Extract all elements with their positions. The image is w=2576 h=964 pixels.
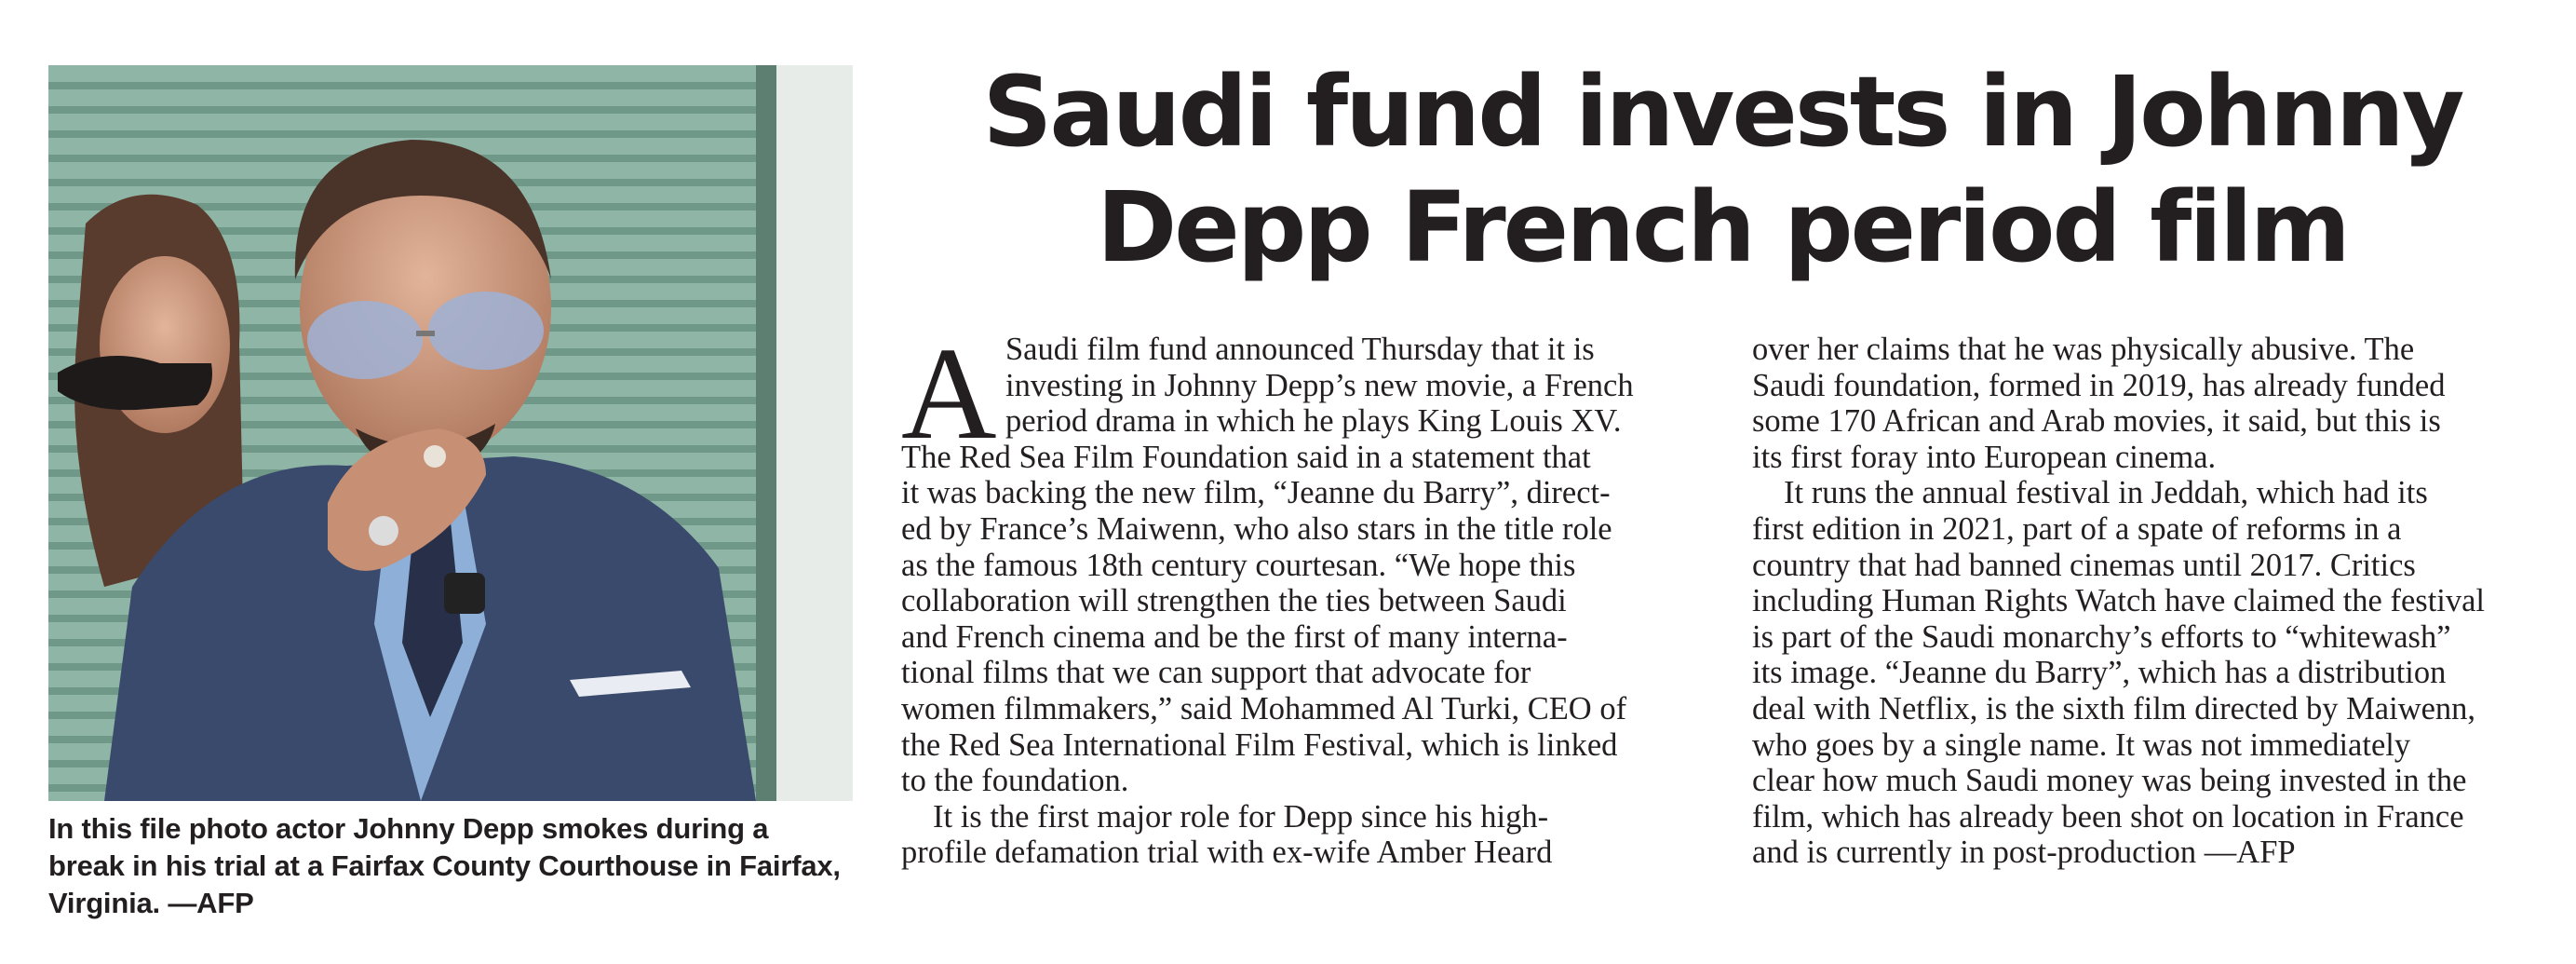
article-line: period drama in which he plays King Louis XV. bbox=[1005, 403, 1622, 440]
headline-line-1: Saudi fund invests in Johnny bbox=[982, 55, 2462, 169]
article-line: some 170 African and Arab movies, it said, but this is bbox=[1752, 403, 2441, 440]
article-line: and French cinema and be the first of many interna- bbox=[901, 618, 1568, 655]
photo-icon bbox=[48, 65, 853, 801]
article-line: and is currently in post-production —AFP bbox=[1752, 835, 2296, 871]
caption-line: Virginia. —AFP bbox=[48, 887, 254, 919]
article-column-1 bbox=[901, 319, 1702, 871]
article-line: It is the first major role for Depp since his high- bbox=[933, 798, 1549, 835]
article-line: Saudi foundation, formed in 2019, has already funded bbox=[1752, 367, 2446, 403]
article-column-2 bbox=[1752, 332, 2553, 871]
article-line: who goes by a single name. It was not immediately bbox=[1752, 726, 2411, 763]
article-line: it was backing the new film, “Jeanne du Barry”, direct- bbox=[901, 475, 1611, 511]
caption-line: break in his trial at a Fairfax County Courthouse in Fairfax, bbox=[48, 849, 841, 882]
article-line: women filmmakers,” said Mohammed Al Turki, CEO of bbox=[901, 690, 1627, 726]
article-line: is part of the Saudi monarchy’s efforts to “whitewash” bbox=[1752, 618, 2451, 655]
photo-caption bbox=[48, 810, 856, 922]
headline-line-2: Depp French period film bbox=[1096, 170, 2349, 284]
article-line: tional films that we can support that advocate for bbox=[901, 655, 1531, 691]
article-line: clear how much Saudi money was being invested in the bbox=[1752, 763, 2467, 799]
drop-cap: A bbox=[901, 319, 997, 467]
caption-line: In this file photo actor Johnny Depp smokes during a bbox=[48, 812, 769, 845]
article-line: It runs the annual festival in Jeddah, which had its bbox=[1784, 475, 2428, 511]
article-line: the Red Sea International Film Festival, which is linked bbox=[901, 726, 1618, 763]
article-line: deal with Netflix, is the sixth film directed by Maiwenn, bbox=[1752, 690, 2476, 726]
article-line: over her claims that he was physically abusive. The bbox=[1752, 332, 2415, 367]
article-line: its first foray into European cinema. bbox=[1752, 439, 2217, 475]
article-line: film, which has already been shot on location in France bbox=[1752, 798, 2464, 835]
article-line: profile defamation trial with ex-wife Amber Heard bbox=[901, 835, 1553, 871]
article-line: The Red Sea Film Foundation said in a statement that bbox=[901, 439, 1591, 475]
article-line: as the famous 18th century courtesan. “We hope this bbox=[901, 547, 1576, 583]
article-line: country that had banned cinemas until 2017. Critics bbox=[1752, 547, 2416, 583]
article-line: including Human Rights Watch have claimed the festival bbox=[1752, 583, 2486, 619]
article-line: collaboration will strengthen the ties between Saudi bbox=[901, 583, 1567, 619]
article-line: ed by France’s Maiwenn, who also stars in the title role bbox=[901, 510, 1612, 547]
article-line: Saudi film fund announced Thursday that it is bbox=[1005, 332, 1595, 367]
headline bbox=[894, 54, 2551, 285]
article-line: to the foundation. bbox=[901, 763, 1129, 799]
article-line: first edition in 2021, part of a spate of reforms in a bbox=[1752, 510, 2402, 547]
article-line: investing in Johnny Depp’s new movie, a French bbox=[1005, 367, 1634, 403]
news-photo bbox=[48, 65, 853, 801]
article-line: its image. “Jeanne du Barry”, which has a distribution bbox=[1752, 655, 2447, 691]
